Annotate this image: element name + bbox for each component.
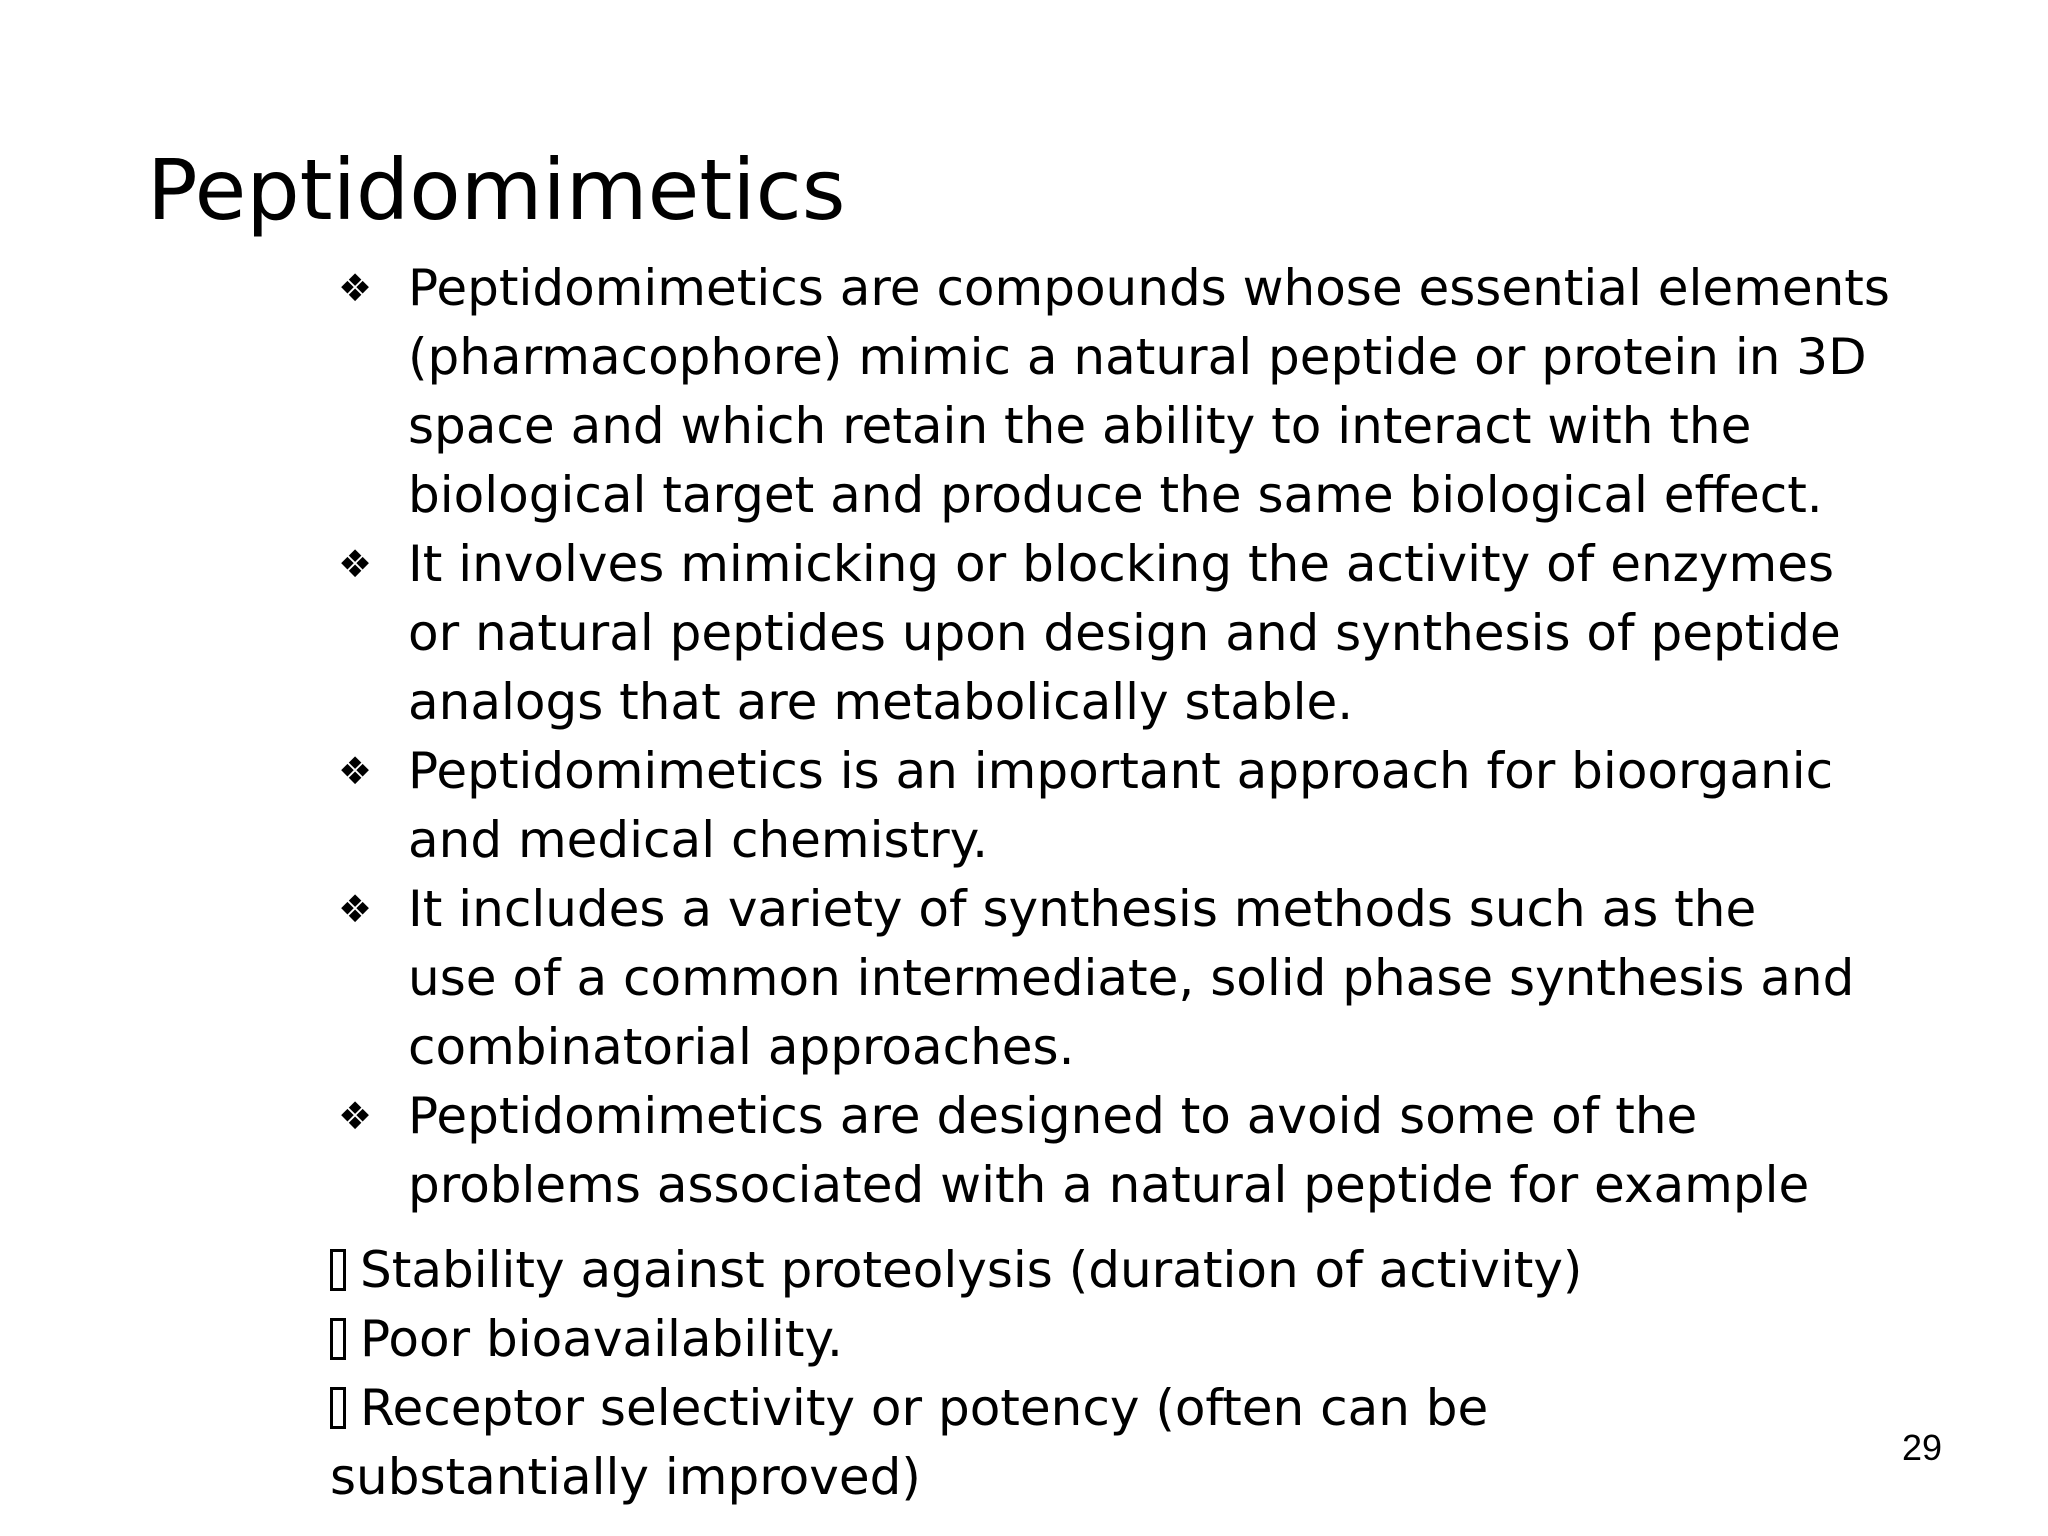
bullet-item [330, 737, 2010, 875]
bullet-list [330, 254, 2010, 1220]
diamond-bullet-icon: ❖ [337, 749, 373, 793]
diamond-bullet-icon: ❖ [337, 266, 373, 310]
sub-item [330, 1236, 1890, 1305]
bullet-item [330, 254, 2010, 530]
bullet-line: biological target and produce the same biological effect. [408, 466, 1823, 524]
bullet-line: space and which retain the ability to interact with the [408, 397, 1752, 455]
missing-glyph-box-icon [330, 1249, 346, 1291]
bullet-line: Peptidomimetics is an important approach for bioorganic [408, 742, 1834, 800]
bullet-item [330, 875, 2010, 1082]
diamond-bullet-icon: ❖ [337, 887, 373, 931]
bullet-item [330, 1082, 2010, 1220]
bullet-line: analogs that are metabolically stable. [408, 673, 1354, 731]
sub-list [330, 1236, 1890, 1512]
bullet-line: or natural peptides upon design and synthesis of peptide [408, 604, 1841, 662]
missing-glyph-box-icon [330, 1387, 346, 1429]
diamond-bullet-icon: ❖ [337, 1094, 373, 1138]
bullet-line: use of a common intermediate, solid phase synthesis and [408, 949, 1855, 1007]
bullet-line: (pharmacophore) mimic a natural peptide or protein in 3D [408, 328, 1867, 386]
slide-title: Peptidomimetics [147, 141, 846, 239]
bullet-line: combinatorial approaches. [408, 1018, 1075, 1076]
bullet-line: It includes a variety of synthesis methods such as the [408, 880, 1757, 938]
bullet-line: problems associated with a natural peptide for example [408, 1156, 1810, 1214]
sub-item [330, 1305, 1890, 1374]
bullet-line: Peptidomimetics are designed to avoid some of the [408, 1087, 1698, 1145]
sub-item-text: Poor bioavailability. [360, 1310, 843, 1368]
bullet-line: Peptidomimetics are compounds whose essential elements [408, 259, 1890, 317]
page-number: 29 [1902, 1427, 1943, 1468]
sub-item-text: substantially improved) [330, 1448, 921, 1506]
sub-item [330, 1374, 1890, 1512]
bullet-line: and medical chemistry. [408, 811, 989, 869]
bullet-line: It involves mimicking or blocking the activity of enzymes [408, 535, 1835, 593]
sub-item-text: Receptor selectivity or potency (often can be [360, 1379, 1489, 1437]
missing-glyph-box-icon [330, 1318, 346, 1360]
sub-item-text: Stability against proteolysis (duration of activity) [360, 1241, 1583, 1299]
diamond-bullet-icon: ❖ [337, 542, 373, 586]
bullet-item [330, 530, 2010, 737]
